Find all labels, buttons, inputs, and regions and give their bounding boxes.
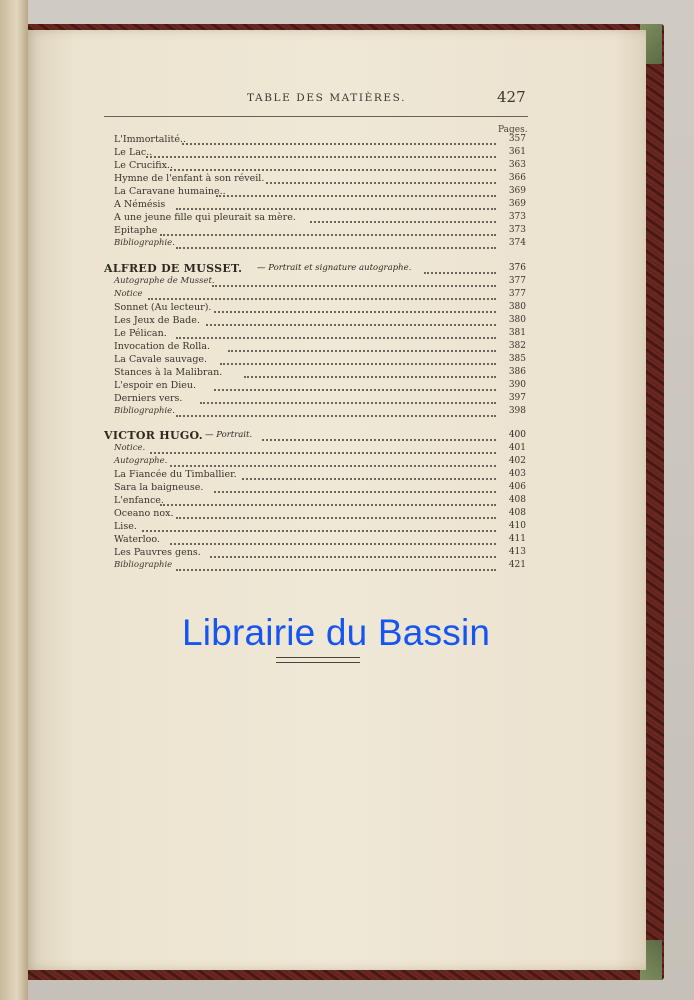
toc-entry-page: 357 — [508, 134, 526, 144]
toc-entry-page: 402 — [508, 456, 526, 466]
toc-entry-page: 386 — [508, 367, 526, 377]
pages-column-label: Pages. — [498, 125, 528, 135]
toc-entry — [114, 289, 526, 301]
toc-entry-page: 401 — [508, 443, 526, 453]
toc-entry — [114, 147, 526, 159]
toc-entry-title: Le Lac.. — [114, 147, 153, 158]
toc-entry — [114, 393, 526, 405]
dot-leader — [142, 528, 496, 532]
dot-leader — [148, 296, 496, 300]
toc-entry-page: 398 — [508, 406, 526, 416]
dot-leader — [212, 283, 496, 287]
dot-leader — [266, 180, 496, 184]
dot-leader — [244, 374, 496, 378]
toc-entry-page: 397 — [508, 393, 526, 403]
toc-entry — [114, 380, 526, 392]
toc-entry — [114, 547, 526, 559]
toc-entry — [114, 367, 526, 379]
toc-entry — [114, 315, 526, 327]
toc-entry — [114, 508, 526, 520]
author-page: 400 — [508, 430, 526, 440]
toc-entry-title: Sonnet (Au lecteur). — [114, 302, 212, 313]
author-description: — Portrait et signature autographe. — [257, 263, 412, 273]
dot-leader — [214, 309, 496, 313]
toc-entry-page: 390 — [508, 380, 526, 390]
toc-entry-page: 369 — [508, 186, 526, 196]
dot-leader — [176, 335, 496, 339]
toc-entry-title: La Cavale sauvage. — [114, 354, 208, 365]
toc-entry — [114, 341, 526, 353]
toc-entry-title: Invocation de Rolla. — [114, 341, 211, 352]
page-number: 427 — [497, 88, 526, 106]
dot-leader — [424, 270, 496, 274]
toc-entry — [114, 456, 526, 468]
toc-entry-page: 408 — [508, 495, 526, 505]
dot-leader — [160, 502, 496, 506]
dot-leader — [214, 387, 496, 391]
dot-leader — [160, 232, 496, 236]
toc-entry-title: Oceano nox. — [114, 508, 174, 519]
toc-entry-title: A une jeune fille qui pleurait sa mère. — [114, 212, 296, 223]
dot-leader — [210, 554, 496, 558]
toc-entry-title: La Fiancée du Timballier. — [114, 469, 237, 480]
left-page-edge — [0, 0, 28, 1000]
toc-entry — [114, 212, 526, 224]
toc-entry-title: Hymne de l'enfant à son réveil. — [114, 173, 265, 184]
toc-entry-page: 382 — [508, 341, 526, 351]
toc-entry-page: 380 — [508, 302, 526, 312]
author-name: VICTOR HUGO. — [104, 429, 203, 442]
toc-entry — [114, 482, 526, 494]
toc-entry-title: Bibliographie — [114, 560, 173, 570]
toc-entry — [114, 173, 526, 185]
toc-entry-page: 373 — [508, 225, 526, 235]
toc-entry-title: L'espoir en Dieu. — [114, 380, 196, 391]
dot-leader — [206, 322, 496, 326]
dot-leader — [170, 167, 496, 171]
toc-entry-page: 363 — [508, 160, 526, 170]
toc-entry-page: 361 — [508, 147, 526, 157]
dot-leader — [200, 400, 496, 404]
dot-leader — [150, 450, 496, 454]
toc-entry-title: Sara la baigneuse. — [114, 482, 204, 493]
toc-entry-page: 411 — [508, 534, 526, 544]
author-heading-hugo — [104, 429, 526, 443]
toc-entry-title: Autographe de Musset. — [114, 276, 215, 286]
toc-entry — [114, 328, 526, 340]
toc-entry-title: La Caravane humaine.. — [114, 186, 226, 197]
toc-entry-page: 406 — [508, 482, 526, 492]
toc-entry-title: L'Immortalité.. — [114, 134, 186, 145]
toc-entry-page: 369 — [508, 199, 526, 209]
toc-entry — [114, 495, 526, 507]
toc-entry — [114, 199, 526, 211]
toc-entry-title: Le Crucifix.. — [114, 160, 173, 171]
header-rule — [104, 116, 528, 117]
toc-entry-title: Bibliographie. — [114, 406, 175, 416]
dot-leader — [262, 437, 496, 441]
toc-entry-page: 385 — [508, 354, 526, 364]
toc-entry-title: Les Pauvres gens. — [114, 547, 201, 558]
toc-entry-page: 374 — [508, 238, 526, 248]
toc-entry-title: Les Jeux de Bade. — [114, 315, 200, 326]
toc-entry-page: 377 — [508, 289, 526, 299]
dot-leader — [176, 515, 496, 519]
dot-leader — [146, 154, 496, 158]
toc-entry-title: Notice — [114, 289, 143, 299]
dot-leader — [220, 361, 496, 365]
toc-entry-title: Derniers vers. — [114, 393, 183, 404]
toc-entry-page: 380 — [508, 315, 526, 325]
toc-entry — [114, 276, 526, 288]
toc-entry — [114, 354, 526, 366]
toc-entry-page: 377 — [508, 276, 526, 286]
toc-entry — [114, 160, 526, 172]
toc-entry-title: A Némésis — [114, 199, 166, 210]
toc-entry-title: Stances à la Malibran. — [114, 367, 223, 378]
dot-leader — [176, 567, 496, 571]
author-description: — Portrait. — [205, 430, 253, 440]
toc-entry-page: 410 — [508, 521, 526, 531]
author-heading-musset — [104, 262, 526, 276]
dot-leader — [310, 219, 496, 223]
toc-entry-title: Lise. — [114, 521, 137, 532]
dot-leader — [170, 463, 496, 467]
dot-leader — [176, 206, 496, 210]
toc-entry — [114, 134, 526, 146]
toc-entry — [114, 186, 526, 198]
toc-entry-title: Waterloo. — [114, 534, 160, 545]
toc-entry-page: 373 — [508, 212, 526, 222]
dot-leader — [182, 141, 496, 145]
dot-leader — [176, 245, 496, 249]
dot-leader — [242, 476, 496, 480]
toc-entry-page: 408 — [508, 508, 526, 518]
toc-entry-title: Notice. — [114, 443, 146, 453]
toc-entry-page: 413 — [508, 547, 526, 557]
toc-entry — [114, 225, 526, 237]
dot-leader — [216, 193, 496, 197]
running-header-title: TABLE DES MATIÈRES. — [247, 92, 407, 104]
toc-entry-title: Bibliographie. — [114, 238, 175, 248]
toc-entry — [114, 406, 526, 418]
toc-entry — [114, 302, 526, 314]
toc-entry-page: 421 — [508, 560, 526, 570]
toc-entry — [114, 443, 526, 455]
toc-entry-title: Autographe. — [114, 456, 168, 466]
author-page: 376 — [508, 263, 526, 273]
toc-entry-page: 381 — [508, 328, 526, 338]
toc-entry — [114, 560, 526, 572]
dot-leader — [176, 413, 496, 417]
watermark-text: Librairie du Bassin — [182, 612, 491, 653]
toc-entry-title: L'enfance. — [114, 495, 164, 506]
toc-entry — [114, 534, 526, 546]
toc-entry — [114, 521, 526, 533]
toc-entry — [114, 238, 526, 250]
dot-leader — [170, 541, 496, 545]
toc-entry-page: 366 — [508, 173, 526, 183]
toc-entry-title: Epitaphe — [114, 225, 158, 236]
dot-leader — [228, 348, 496, 352]
toc-entry — [114, 469, 526, 481]
end-ornament-rule — [276, 657, 360, 663]
toc-entry-title: Le Pélican. — [114, 328, 167, 339]
author-name: ALFRED DE MUSSET. — [104, 262, 243, 275]
dot-leader — [214, 489, 496, 493]
toc-entry-page: 403 — [508, 469, 526, 479]
